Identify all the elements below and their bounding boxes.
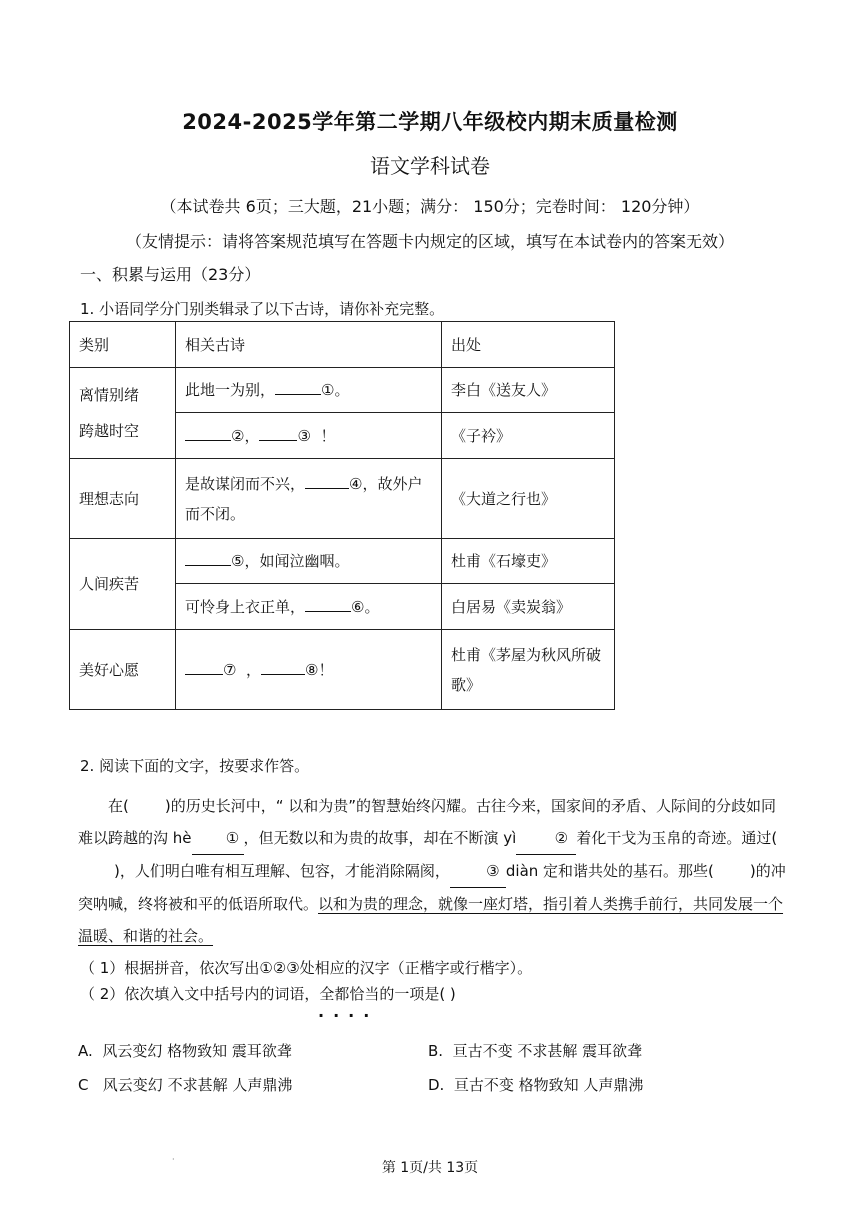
category-line: 离情别绪 [79,386,140,404]
answer-blank[interactable]: ③ [450,855,506,888]
section-heading: 一、积累与运用（23分） [80,265,261,284]
source-cell: 李白《送友人》 [442,368,615,413]
answer-blank[interactable] [185,422,231,441]
exam-tip: （友情提示：请将答案规范填写在答题卡内规定的区域，填写在本试卷内的答案无效） [125,232,734,251]
poem-cell: 此地一为别， ①。 [176,368,442,413]
category-cell [70,368,176,459]
poem-cell: ②， ③ ！ [176,413,442,459]
option-a[interactable]: A. 风云变幻 格物致知 震耳欲聋 [78,1042,292,1060]
header-category: 类别 [70,322,176,368]
page-footer: 第 1页/共 13页 [381,1160,479,1176]
answer-blank[interactable] [261,656,305,675]
answer-blank[interactable]: ② [516,822,576,855]
exam-info: （本试卷共 6页；三大题，21小题；满分： 150分；完卷时间： 120分钟） [160,197,700,216]
sub-question-1: （ 1）根据拼音，依次写出①②③处相应的汉字（正楷字或行楷字）。 [80,959,533,977]
answer-blank[interactable] [259,422,297,441]
poem-cell: 是故谋闭而不兴， ④，故外户 而不闭。 [176,459,442,539]
category-cell: 理想志向 [70,459,176,539]
source-cell: 《大道之行也》 [442,459,615,539]
category-line: 跨越时空 [79,422,140,440]
sub-question-2: （ 2）依次填入文中括号内的词语，全都恰当的一项是( ) [80,985,456,1003]
answer-blank[interactable] [185,547,231,566]
poem-cell: 可怜身上衣正单， ⑥。 [176,584,442,630]
answer-blank[interactable]: ① [192,822,244,855]
reading-passage: 在( )的历史长河中，“ 以和为贵”的智慧始终闪耀。古往今来，国家间的矛盾、人际间的分歧如同难以跨越的沟 hè ① ，但无数以和为贵的故事，却在不断演 yì ② 着化干戈为玉帛的奇迹。通过()，人们明白唯有相互理解、包容，才能消除隔阂， ③ diàn 定和谐共处的基石。那些( )的冲突呐喊，终将被和平的低语所取代。以和为贵的理念，就像一座灯塔，指引着人类携手前行，共同发展一个温暖、和谐的社会。 [78,797,786,945]
underlined-sentence: 以和为贵的理念，就像一座灯塔，指引着人类携手前行，共同发展一个温暖、和谐的社会。 [78,895,784,945]
answer-blank[interactable] [275,376,321,395]
table-row [70,630,615,710]
table-row [70,368,615,413]
header-poem: 相关古诗 [176,322,442,368]
option-b[interactable]: B. 亘古不变 不求甚解 震耳欲聋 [428,1042,643,1060]
answer-blank[interactable] [305,470,349,489]
source-cell: 白居易《卖炭翁》 [442,584,615,630]
source-cell: 杜甫《茅屋为秋风所破 歌》 [442,630,615,710]
question-1-prompt: 1. 小语同学分门别类辑录了以下古诗，请你补充完整。 [80,300,445,318]
source-cell: 杜甫《石壕吏》 [442,539,615,584]
poem-cell: ⑤，如闻泣幽咽。 [176,539,442,584]
stray-mark: · [172,1155,175,1164]
option-d[interactable]: D. 亘古不变 格物致知 人声鼎沸 [428,1076,644,1094]
poem-cell: ⑦ ， ⑧！ [176,630,442,710]
source-cell: 《子衿》 [442,413,615,459]
table-header-row [70,322,615,368]
answer-blank[interactable] [185,656,223,675]
emphasis-dots: ···· [318,1006,379,1025]
header-source: 出处 [442,322,615,368]
exam-title: 2024-2025学年第二学期八年级校内期末质量检测 [182,110,678,134]
exam-subtitle: 语文学科试卷 [370,154,490,178]
category-cell: 人间疾苦 [70,539,176,630]
category-cell: 美好心愿 [70,630,176,710]
table-row [70,459,615,539]
answer-blank[interactable] [305,593,351,612]
poem-table [69,321,615,710]
table-row [70,539,615,584]
option-c[interactable]: C 风云变幻 不求甚解 人声鼎沸 [78,1076,293,1094]
question-2-prompt: 2. 阅读下面的文字，按要求作答。 [80,757,310,775]
